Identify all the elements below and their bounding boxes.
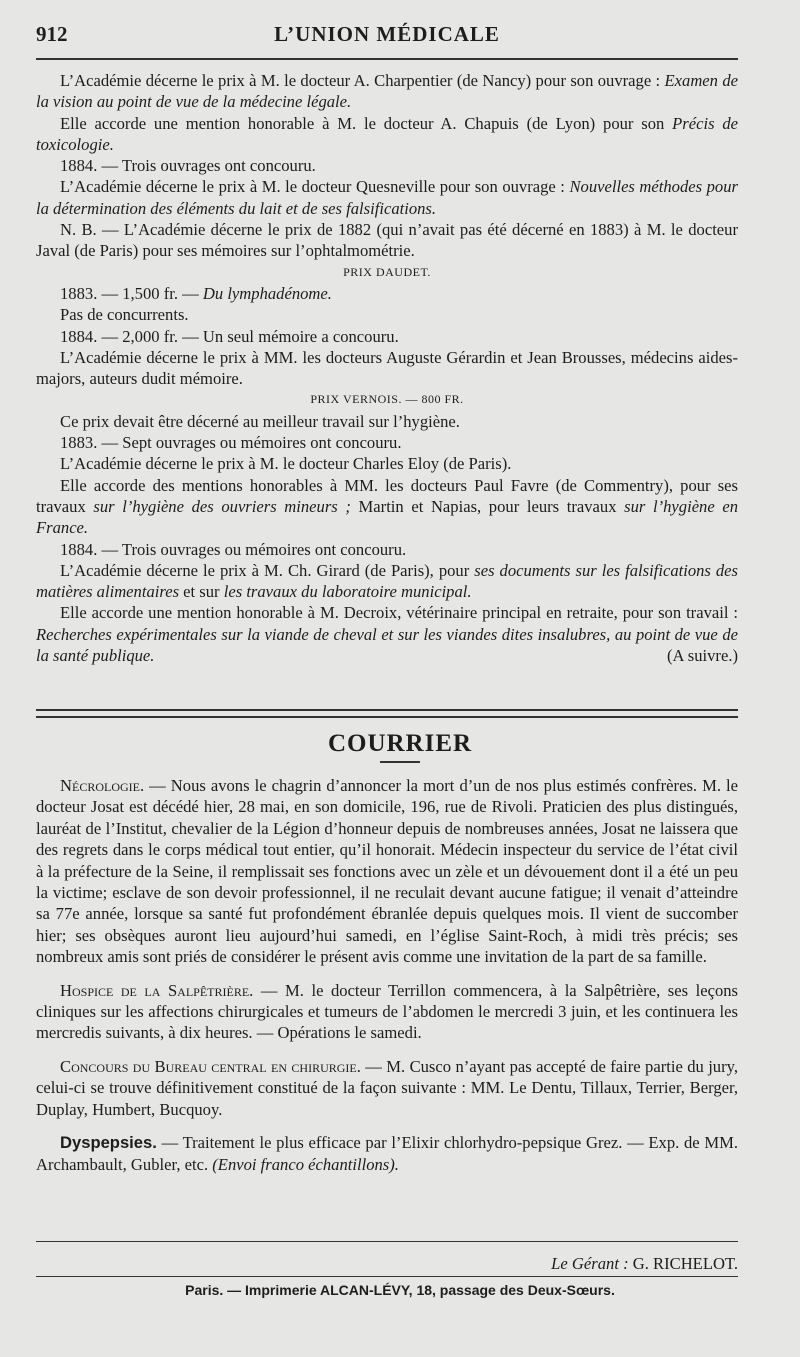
prize-heading-daudet: PRIX DAUDET. <box>343 264 431 279</box>
courrier-section <box>36 775 738 1175</box>
paragraph: Pas de concurrents. <box>60 305 189 325</box>
paragraph <box>36 113 738 156</box>
news-label: Concours du Bureau central en chirurgie. <box>60 1056 361 1076</box>
text: Elle accorde une mention honorable à M. Decroix, vétérinaire principal en retraite, pour son travail : <box>60 603 738 623</box>
work-title: sur l’hygiène en France. <box>36 496 739 538</box>
text: 1883. — 1,500 fr. — <box>60 283 203 303</box>
advert-note: (Envoi franco échantillons). <box>212 1154 399 1174</box>
gerant-name: G. RICHELOT. <box>628 1254 738 1273</box>
paragraph <box>36 176 738 219</box>
news-text: — M. Cusco n’ayant pas accepté de faire partie du jury, celui-ci se trouve définitivement constitué de la façon suivante : MM. Le Dentu, Tillaux, Terrier, Berger, Duplay, Humbert, Bucquoy. <box>36 1056 738 1119</box>
text: et sur <box>179 582 224 602</box>
paragraph: 1884. — 2,000 fr. — Un seul mémoire a concouru. <box>60 326 399 346</box>
paragraph: L’Académie décerne le prix à MM. les docteurs Auguste Gérardin et Jean Brousses, médecins aides-majors, auteurs dudit mémoire. <box>36 347 738 389</box>
footer-rule-bottom <box>36 1276 738 1277</box>
page-header <box>36 22 738 52</box>
header-rule <box>36 58 738 60</box>
work-title: sur l’hygiène des ouvriers mineurs ; <box>93 496 351 516</box>
text: Elle accorde des mentions honorables à MM. les docteurs Paul Favre (de Commentry), pour ses travaux <box>36 475 738 516</box>
paragraph: N. B. — L’Académie décerne le prix de 1882 (qui n’avait pas été décerné en 1883) à M. le docteur Javal (de Paris) pour ses mémoires sur l’ophtalmométrie. <box>36 220 738 261</box>
journal-title: L’UNION MÉDICALE <box>274 22 500 46</box>
gerant-line <box>551 1254 738 1274</box>
news-text: — Nous avons le chagrin d’annoncer la mort d’un de nos plus estimés confrères. M. le docteur Josat est décédé hier, 28 mai, en son domicile, 196, rue de Rivoli. Praticien des plus distingués, lauréat de l’Institut, chevalier de la Légion d’honneur depuis de nombreuses années, Josat ne laissera que des regrets dans le corps médical tout entier, qu’il honorait. Médecin inspecteur du service de l’état civil à la préfecture de la Seine, il remplissait ses fonctions avec un zèle et un dévouement dont il a été un peu la victime; esclave de son devoir professionnel, il ne reculait devant aucune fatigue; il venait d’atteindre sa 77e année, lorsque sa santé fut profondément ébranlée depuis quelques mois. Il vient de succomber hier; ses obsèques auront lieu aujourd’hui samedi, en l’église Saint-Roch, à midi très précis; ses nombreux amis sont priés de considérer le présent avis comme une invitation de la part de sa famille. <box>36 776 738 967</box>
prize-heading-vernois: PRIX VERNOIS. — 800 FR. <box>310 392 464 407</box>
courrier-heading: COURRIER <box>327 730 473 757</box>
printer-imprint: Paris. — Imprimerie ALCAN-LÉVY, 18, passage des Deux-Sœurs. <box>185 1282 615 1298</box>
page-number: 912 <box>36 22 68 46</box>
news-item-hospice <box>36 980 738 1044</box>
paragraph: 1883. — Sept ouvrages ou mémoires ont concouru. <box>60 433 402 453</box>
advert-label: Dyspepsies. <box>60 1133 157 1153</box>
courrier-underline <box>380 761 420 763</box>
paragraph <box>36 475 738 539</box>
advert-text: — Traitement le plus efficace par l’Elixir chlorhydro-pepsique Grez. — Exp. de MM. Archambault, Gubler, etc. <box>36 1133 738 1174</box>
paragraph: 1884. — Trois ouvrages ont concouru. <box>60 156 316 176</box>
work-title: ses documents sur les falsifications des matières alimentaires <box>36 560 739 602</box>
work-title: Recherches expérimentales sur la viande de cheval et sur les viandes dites insalubres, au point de vue de la santé publique. <box>36 624 738 666</box>
text: L’Académie décerne le prix à M. le docteur A. Charpentier (de Nancy) pour son ouvrage : <box>60 71 665 90</box>
work-title: Du lymphadénome. <box>202 283 332 303</box>
text: Martin et Napias, pour leurs travaux <box>350 496 625 516</box>
paragraph <box>36 560 738 603</box>
paragraph <box>36 602 738 666</box>
paragraph <box>36 283 738 304</box>
news-label: Hospice de la Salpêtrière. <box>60 980 254 1000</box>
text: Elle accorde une mention honorable à M. le docteur A. Chapuis (de Lyon) pour son <box>60 113 673 133</box>
work-title: Examen de la vision au point de vue de la médecine légale. <box>36 71 738 112</box>
paragraph <box>36 70 738 113</box>
news-item-concours <box>36 1056 738 1120</box>
news-label: Nécrologie. <box>60 776 145 795</box>
text: L’Académie décerne le prix à M. le docteur Quesneville pour son ouvrage : <box>60 177 570 197</box>
work-title: Nouvelles méthodes pour la détermination des éléments du lait et de ses falsifications. <box>36 177 738 218</box>
paragraph: L’Académie décerne le prix à M. le docteur Charles Eloy (de Paris). <box>60 454 512 474</box>
paragraph: 1884. — Trois ouvrages ou mémoires ont concouru. <box>60 539 407 559</box>
paragraph: Ce prix devait être décerné au meilleur travail sur l’hygiène. <box>60 411 460 431</box>
text: L’Académie décerne le prix à M. Ch. Girard (de Paris), pour <box>60 560 475 580</box>
news-item-necrologie <box>36 775 738 968</box>
work-title: Précis de toxicologie. <box>36 113 739 154</box>
work-title: les travaux du laboratoire municipal. <box>223 582 472 602</box>
to-be-continued: (A suivre.) <box>667 646 738 666</box>
news-text: — M. le docteur Terrillon commencera, à la Salpêtrière, ses leçons cliniques sur les affections chirurgicales et tumeurs de l’abdomen le mercredi 3 juin, et les continuera les mercredis suivants, à dix heures. — Opérations le samedi. <box>36 980 738 1043</box>
academy-prizes-section <box>36 70 738 666</box>
section-double-rule <box>36 709 738 718</box>
footer-rule <box>36 1241 738 1242</box>
gerant-label: Le Gérant : <box>551 1254 629 1273</box>
advert-dyspepsies <box>36 1132 738 1175</box>
